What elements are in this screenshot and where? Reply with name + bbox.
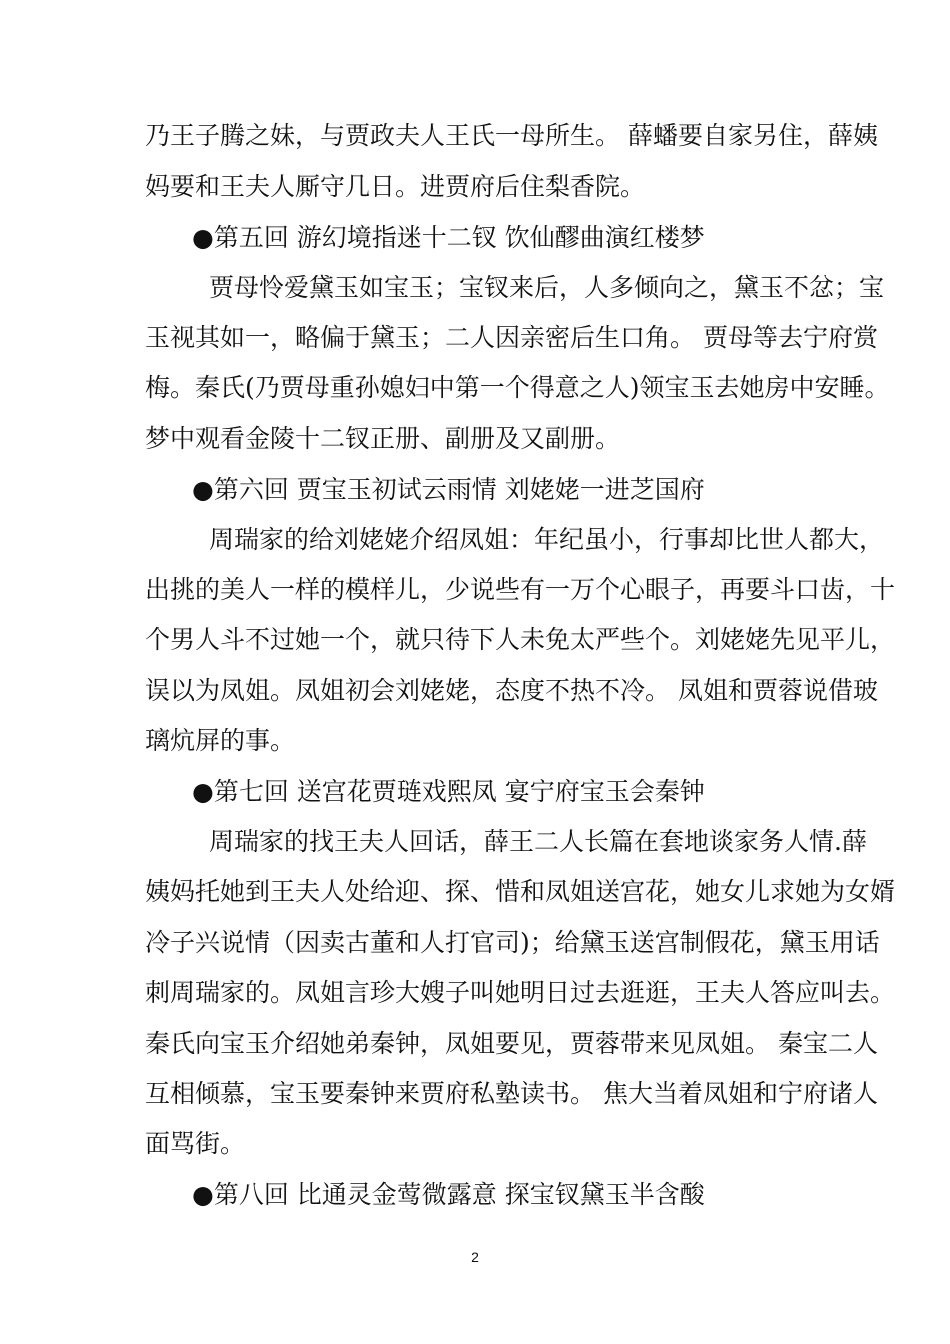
- paragraph-line: 刺周瑞家的。凤姐言珍大嫂子叫她明日过去逛逛，王夫人答应叫去。: [145, 978, 896, 1007]
- paragraph-line: 个男人斗不过她一个，就只待下人未免太严些个。刘姥姥先见平儿，: [145, 625, 896, 654]
- chapter-heading: ●第五回 游幻境指迷十二钗 饮仙醪曲演红楼梦: [192, 223, 705, 252]
- chapter-heading: ●第六回 贾宝玉初试云雨情 刘姥姥一进芝国府: [192, 475, 705, 504]
- paragraph-line: 互相倾慕，宝玉要秦钟来贾府私塾读书。 焦大当着凤姐和宁府诸人: [145, 1079, 878, 1108]
- paragraph-line: 梦中观看金陵十二钗正册、副册及又副册。: [145, 424, 621, 453]
- paragraph-line: 冷子兴说情（因卖古董和人打官司)；给黛玉送宫制假花，黛玉用话: [145, 928, 880, 957]
- paragraph-line: 姨妈托她到王夫人处给迎、探、惜和凤姐送宫花，她女儿求她为女婿: [145, 877, 896, 906]
- paragraph-line: 周瑞家的给刘姥姥介绍凤姐：年纪虽小，行事却比世人都大，: [209, 525, 885, 554]
- paragraph-line: 贾母怜爱黛玉如宝玉；宝钗来后，人多倾向之，黛玉不忿；宝: [209, 273, 885, 302]
- paragraph-line: 璃炕屏的事。: [145, 726, 296, 755]
- paragraph-line: 乃王子腾之妹，与贾政夫人王氏一母所生。 薛蟠要自家另住，薛姨: [145, 121, 878, 150]
- page-number: 2: [471, 1249, 479, 1265]
- chapter-heading: ●第七回 送宫花贾琏戏熙凤 宴宁府宝玉会秦钟: [192, 777, 705, 806]
- chapter-heading: ●第八回 比通灵金莺微露意 探宝钗黛玉半含酸: [192, 1180, 705, 1209]
- paragraph-line: 玉视其如一，略偏于黛玉；二人因亲密后生口角。 贾母等去宁府赏: [145, 323, 878, 352]
- paragraph-line: 面骂街。: [145, 1129, 246, 1158]
- paragraph-line: 周瑞家的找王夫人回话，薛王二人长篇在套地谈家务人情.薛: [209, 827, 867, 856]
- paragraph-line: 秦氏向宝玉介绍她弟秦钟，凤姐要见，贾蓉带来见凤姐。 秦宝二人: [145, 1029, 878, 1058]
- paragraph-line: 出挑的美人一样的模样儿，少说些有一万个心眼子，再要斗口齿，十: [145, 575, 896, 604]
- paragraph-line: 梅。秦氏(乃贾母重孙媳妇中第一个得意之人)领宝玉去她房中安睡。: [145, 373, 890, 402]
- paragraph-line: 妈要和王夫人厮守几日。进贾府后住梨香院。: [145, 172, 646, 201]
- paragraph-line: 误以为凤姐。凤姐初会刘姥姥，态度不热不冷。 凤姐和贾蓉说借玻: [145, 676, 878, 705]
